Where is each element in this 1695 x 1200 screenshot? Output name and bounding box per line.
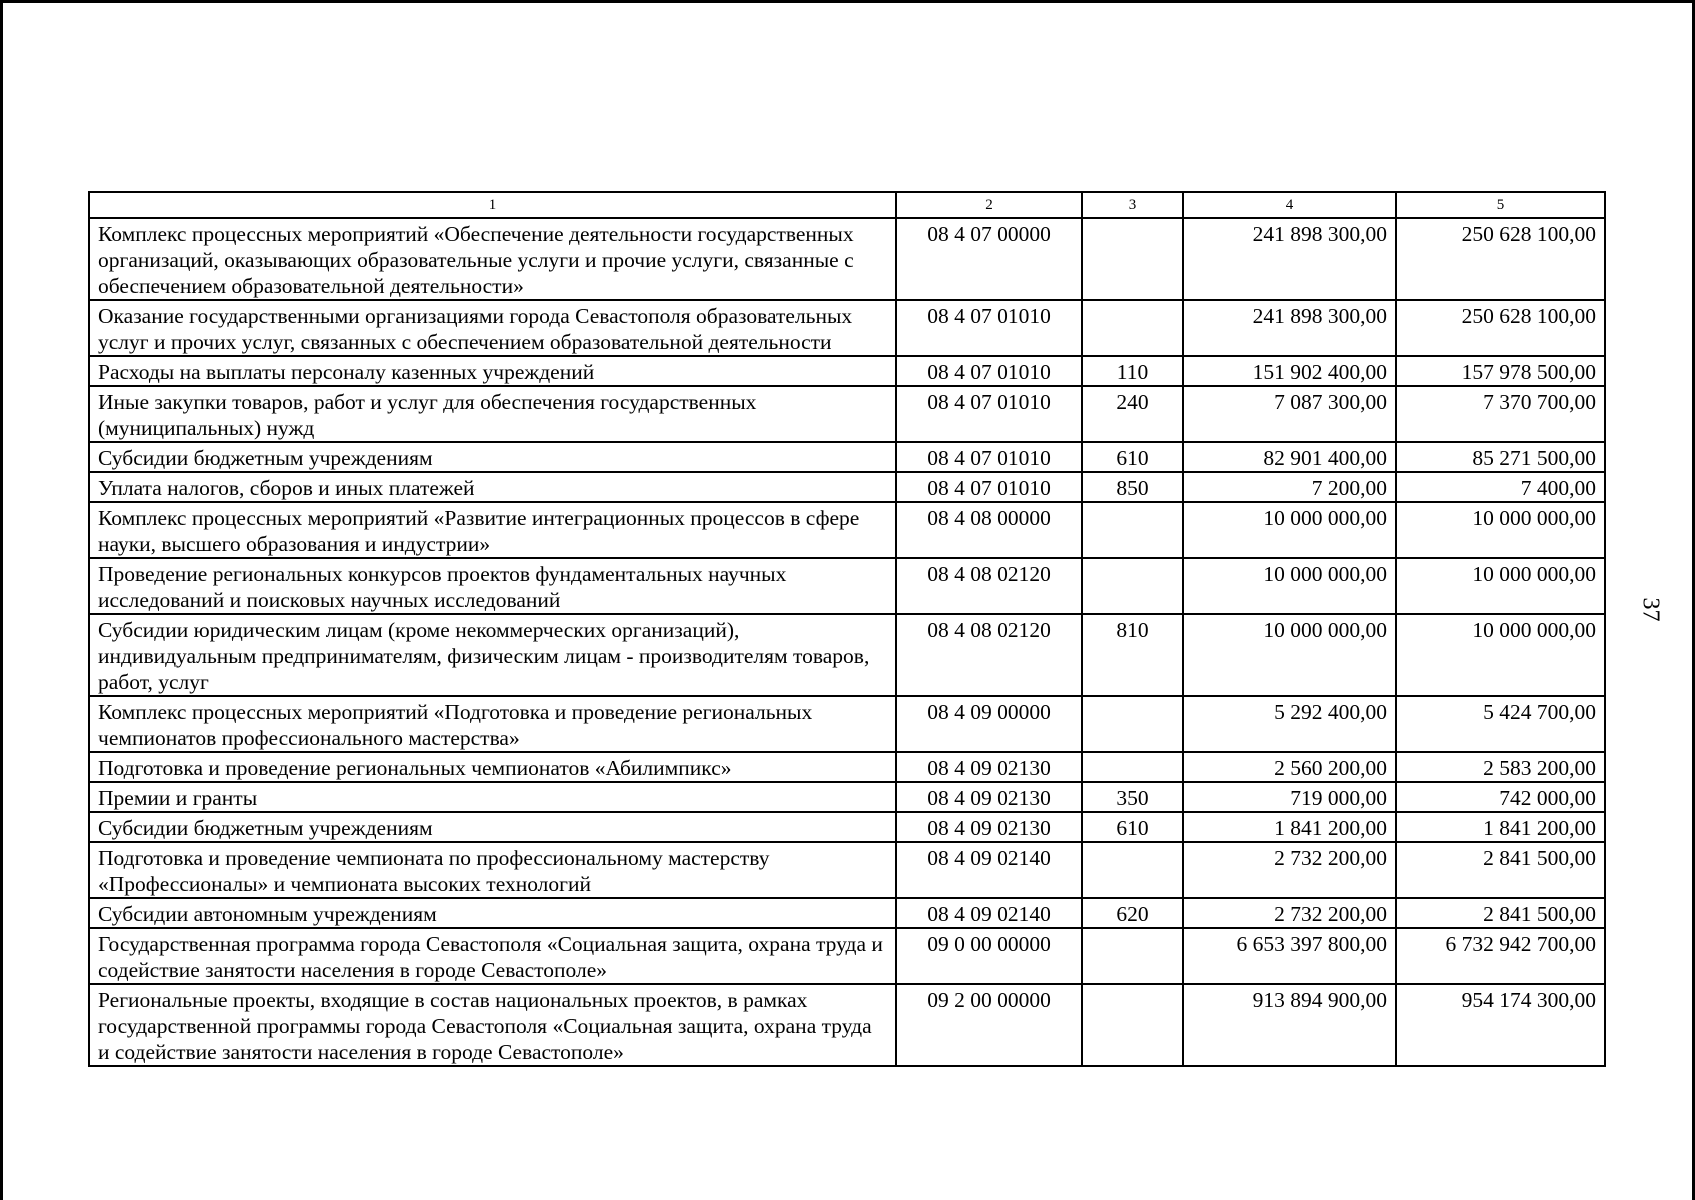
row-expense-type-cell: 240 (1082, 386, 1183, 442)
row-expense-type-cell (1082, 928, 1183, 984)
row-amount-1-cell: 10 000 000,00 (1183, 502, 1396, 558)
row-amount-2-cell: 7 400,00 (1396, 472, 1605, 502)
row-expense-type-cell: 610 (1082, 442, 1183, 472)
row-code-cell: 09 2 00 00000 (896, 984, 1082, 1066)
scan-edge-left (0, 0, 3, 1200)
row-amount-1-cell: 10 000 000,00 (1183, 614, 1396, 696)
row-code-cell: 08 4 09 02130 (896, 812, 1082, 842)
header-col-3: 3 (1082, 192, 1183, 218)
header-row (89, 192, 1605, 218)
row-amount-2-cell: 10 000 000,00 (1396, 558, 1605, 614)
row-amount-1-cell: 6 653 397 800,00 (1183, 928, 1396, 984)
row-name-cell: Субсидии бюджетным учреждениям (89, 812, 896, 842)
row-amount-2-cell: 954 174 300,00 (1396, 984, 1605, 1066)
row-code-cell: 08 4 09 02130 (896, 782, 1082, 812)
row-code-cell: 08 4 07 01010 (896, 356, 1082, 386)
row-name-cell: Комплекс процессных мероприятий «Подготовка и проведение региональных чемпионатов профессионального мастерства» (89, 696, 896, 752)
row-amount-2-cell: 2 841 500,00 (1396, 842, 1605, 898)
row-amount-2-cell: 742 000,00 (1396, 782, 1605, 812)
row-amount-2-cell: 10 000 000,00 (1396, 614, 1605, 696)
row-amount-1-cell: 7 200,00 (1183, 472, 1396, 502)
row-name-cell: Комплекс процессных мероприятий «Развитие интеграционных процессов в сфере науки, высшего образования и индустрии» (89, 502, 896, 558)
row-name-cell: Региональные проекты, входящие в состав национальных проектов, в рамках государственной программы города Севастополя «Социальная защита, охрана труда и содействие занятости населения в городе Севастополе» (89, 984, 896, 1066)
scan-edge-top (0, 0, 1695, 3)
table-row (89, 984, 1605, 1066)
row-amount-1-cell: 1 841 200,00 (1183, 812, 1396, 842)
row-name-cell: Подготовка и проведение чемпионата по профессиональному мастерству «Профессионалы» и чемпионата высоких технологий (89, 842, 896, 898)
row-expense-type-cell: 350 (1082, 782, 1183, 812)
row-code-cell: 08 4 08 00000 (896, 502, 1082, 558)
row-name-cell: Расходы на выплаты персоналу казенных учреждений (89, 356, 896, 386)
table-row (89, 752, 1605, 782)
row-amount-2-cell: 250 628 100,00 (1396, 218, 1605, 300)
row-amount-2-cell: 6 732 942 700,00 (1396, 928, 1605, 984)
row-code-cell: 08 4 07 01010 (896, 300, 1082, 356)
header-col-5: 5 (1396, 192, 1605, 218)
header-col-1: 1 (89, 192, 896, 218)
row-name-cell: Иные закупки товаров, работ и услуг для обеспечения государственных (муниципальных) нужд (89, 386, 896, 442)
row-expense-type-cell (1082, 502, 1183, 558)
row-code-cell: 08 4 08 02120 (896, 614, 1082, 696)
row-name-cell: Оказание государственными организациями города Севастополя образовательных услуг и прочих услуг, связанных с обеспечением образовательной деятельности (89, 300, 896, 356)
row-expense-type-cell (1082, 300, 1183, 356)
page-number: 37 (1637, 597, 1664, 622)
row-code-cell: 08 4 09 02140 (896, 898, 1082, 928)
row-expense-type-cell: 620 (1082, 898, 1183, 928)
row-name-cell: Проведение региональных конкурсов проектов фундаментальных научных исследований и поисковых научных исследований (89, 558, 896, 614)
table-row (89, 614, 1605, 696)
row-name-cell: Подготовка и проведение региональных чемпионатов «Абилимпикс» (89, 752, 896, 782)
table-row (89, 696, 1605, 752)
row-code-cell: 08 4 09 02140 (896, 842, 1082, 898)
table-header (89, 192, 1605, 218)
row-amount-1-cell: 241 898 300,00 (1183, 218, 1396, 300)
row-amount-2-cell: 85 271 500,00 (1396, 442, 1605, 472)
row-code-cell: 08 4 09 02130 (896, 752, 1082, 782)
row-amount-1-cell: 2 732 200,00 (1183, 898, 1396, 928)
row-amount-1-cell: 2 732 200,00 (1183, 842, 1396, 898)
row-code-cell: 08 4 08 02120 (896, 558, 1082, 614)
row-code-cell: 08 4 07 01010 (896, 472, 1082, 502)
row-expense-type-cell (1082, 842, 1183, 898)
row-amount-1-cell: 5 292 400,00 (1183, 696, 1396, 752)
table-row (89, 898, 1605, 928)
table-row (89, 300, 1605, 356)
row-expense-type-cell: 610 (1082, 812, 1183, 842)
row-name-cell: Субсидии юридическим лицам (кроме некоммерческих организаций), индивидуальным предпринимателям, физическим лицам - производителям товаров, работ, услуг (89, 614, 896, 696)
row-amount-2-cell: 5 424 700,00 (1396, 696, 1605, 752)
header-col-2: 2 (896, 192, 1082, 218)
table-row (89, 472, 1605, 502)
row-expense-type-cell (1082, 984, 1183, 1066)
row-amount-1-cell: 913 894 900,00 (1183, 984, 1396, 1066)
table-row (89, 356, 1605, 386)
table-row (89, 558, 1605, 614)
table-body (89, 218, 1605, 1066)
row-expense-type-cell: 810 (1082, 614, 1183, 696)
row-amount-2-cell: 250 628 100,00 (1396, 300, 1605, 356)
row-expense-type-cell: 850 (1082, 472, 1183, 502)
table-row (89, 386, 1605, 442)
row-name-cell: Уплата налогов, сборов и иных платежей (89, 472, 896, 502)
table-row (89, 502, 1605, 558)
row-code-cell: 08 4 07 01010 (896, 386, 1082, 442)
row-name-cell: Комплекс процессных мероприятий «Обеспечение деятельности государственных организаций, оказывающих образовательные услуги и прочие услуги, связанные с обеспечением образовательной деятельности» (89, 218, 896, 300)
row-amount-1-cell: 241 898 300,00 (1183, 300, 1396, 356)
row-expense-type-cell (1082, 558, 1183, 614)
row-amount-2-cell: 7 370 700,00 (1396, 386, 1605, 442)
row-amount-2-cell: 10 000 000,00 (1396, 502, 1605, 558)
row-name-cell: Государственная программа города Севастополя «Социальная защита, охрана труда и содействие занятости населения в городе Севастополе» (89, 928, 896, 984)
row-amount-2-cell: 2 583 200,00 (1396, 752, 1605, 782)
row-amount-1-cell: 7 087 300,00 (1183, 386, 1396, 442)
row-expense-type-cell (1082, 696, 1183, 752)
table-row (89, 812, 1605, 842)
row-name-cell: Премии и гранты (89, 782, 896, 812)
header-col-4: 4 (1183, 192, 1396, 218)
row-code-cell: 09 0 00 00000 (896, 928, 1082, 984)
table-row (89, 928, 1605, 984)
row-expense-type-cell (1082, 752, 1183, 782)
row-code-cell: 08 4 07 01010 (896, 442, 1082, 472)
row-amount-1-cell: 10 000 000,00 (1183, 558, 1396, 614)
table-row (89, 782, 1605, 812)
row-amount-1-cell: 82 901 400,00 (1183, 442, 1396, 472)
table-row (89, 842, 1605, 898)
table-row (89, 442, 1605, 472)
row-expense-type-cell: 110 (1082, 356, 1183, 386)
budget-table (88, 191, 1606, 1067)
row-amount-2-cell: 157 978 500,00 (1396, 356, 1605, 386)
row-amount-1-cell: 2 560 200,00 (1183, 752, 1396, 782)
row-amount-1-cell: 151 902 400,00 (1183, 356, 1396, 386)
row-name-cell: Субсидии бюджетным учреждениям (89, 442, 896, 472)
row-code-cell: 08 4 07 00000 (896, 218, 1082, 300)
table-row (89, 218, 1605, 300)
row-amount-1-cell: 719 000,00 (1183, 782, 1396, 812)
row-code-cell: 08 4 09 00000 (896, 696, 1082, 752)
row-amount-2-cell: 1 841 200,00 (1396, 812, 1605, 842)
row-expense-type-cell (1082, 218, 1183, 300)
row-name-cell: Субсидии автономным учреждениям (89, 898, 896, 928)
row-amount-2-cell: 2 841 500,00 (1396, 898, 1605, 928)
